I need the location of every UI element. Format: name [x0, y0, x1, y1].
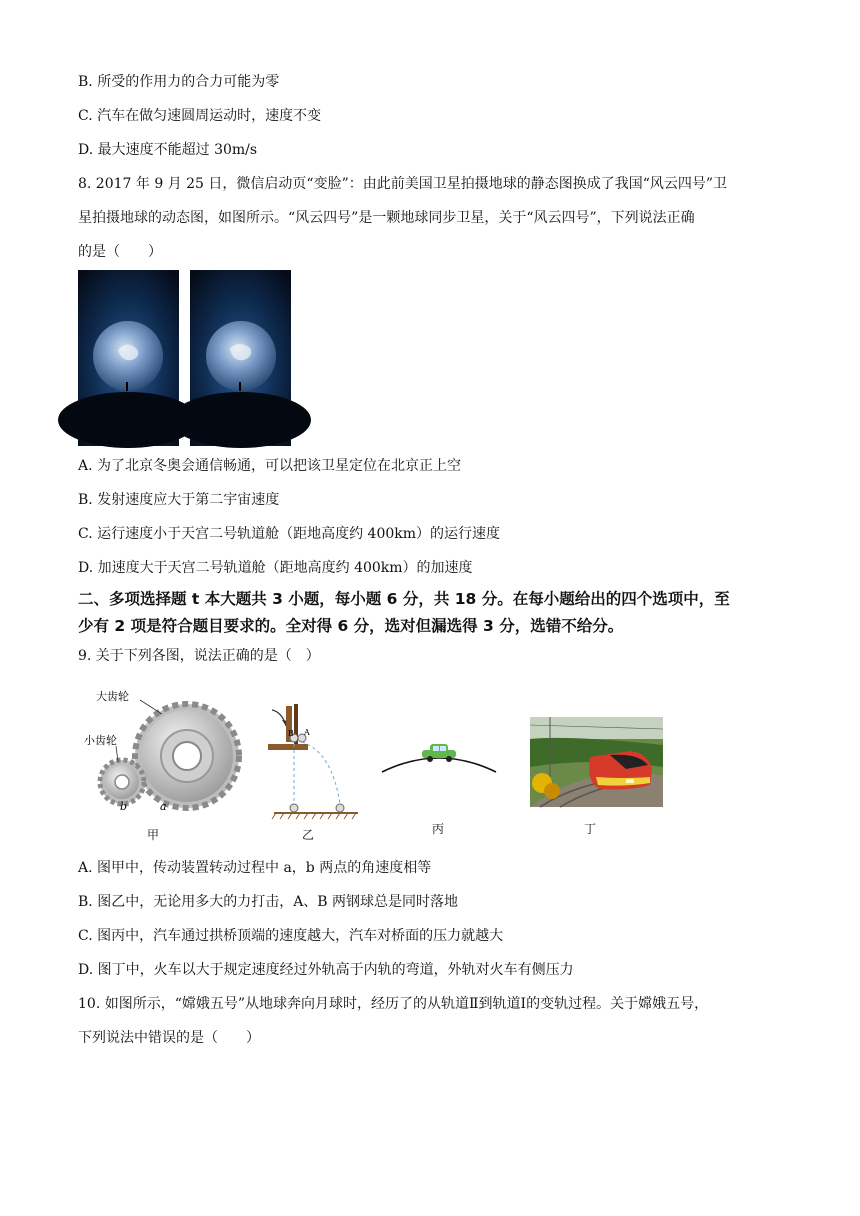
- arch-bridge: [382, 758, 496, 772]
- q7-option-c: C. 汽车在做匀速圆周运动时，速度不变: [78, 108, 322, 124]
- label-ball-b: B: [288, 729, 294, 738]
- big-gear-icon: [135, 704, 239, 808]
- caption-yi: 乙: [302, 828, 315, 842]
- figure-jia-gears: [84, 686, 252, 816]
- train-icon: [589, 751, 652, 790]
- q7-option-d: D. 最大速度不能超过 30m/s: [78, 142, 258, 158]
- caption-ding: 丁: [584, 822, 597, 836]
- q8-earth-figure: [78, 270, 291, 446]
- earth-images: [78, 270, 291, 446]
- section-2-heading-line-2: 少有 2 项是符合题目要求的。全对得 6 分，选对但漏选得 3 分，选错不给分。: [78, 617, 624, 635]
- figure-yi-balls: [264, 700, 364, 825]
- q7-option-b: B. 所受的作用力的合力可能为零: [78, 74, 280, 90]
- q9-option-a: A. 图甲中，传动装置转动过程中 a，b 两点的角速度相等: [78, 860, 432, 876]
- label-big-gear: 大齿轮: [96, 690, 129, 703]
- q10-stem-line-2: 下列说法中错误的是（ ）: [78, 1030, 260, 1046]
- car-icon: [422, 744, 456, 762]
- figure-bing-car-bridge: [380, 736, 498, 786]
- q8-option-d: D. 加速度大于天宫二号轨道舱（距地高度约 400km）的加速度: [78, 560, 473, 576]
- q8-option-a: A. 为了北京冬奥会通信畅通，可以把该卫星定位在北京正上空: [78, 458, 462, 474]
- q10-stem-line-1: 10. 如图所示，“嫦娥五号”从地球奔向月球时，经历了的从轨道Ⅱ到轨道Ⅰ的变轨过程。关于嫦娥五号，: [78, 996, 709, 1012]
- caption-jia: 甲: [147, 828, 160, 842]
- q8-stem-line-1: 8. 2017 年 9 月 25 日，微信启动页“变脸”：由此前美国卫星拍摄地球的静态图换成了我国“风云四号”卫: [78, 176, 728, 192]
- q9-option-b: B. 图乙中，无论用多大的力打击，A、B 两钢球总是同时落地: [78, 894, 459, 910]
- label-point-b: b: [120, 800, 128, 813]
- q9-option-c: C. 图丙中，汽车通过拱桥顶端的速度越大，汽车对桥面的压力就越大: [78, 928, 504, 944]
- label-ball-a: A: [304, 728, 310, 737]
- label-point-a: a: [160, 800, 167, 813]
- q9-stem: 9. 关于下列各图，说法正确的是（ ）: [78, 648, 320, 664]
- q8-option-c: C. 运行速度小于天宫二号轨道舱（距地高度约 400km）的运行速度: [78, 526, 501, 542]
- small-gear-icon: [100, 760, 144, 804]
- figure-ding-train: [530, 717, 663, 807]
- q8-stem-line-2: 星拍摄地球的动态图，如图所示。“风云四号”是一颗地球同步卫星，关于“风云四号”，下列说法正确: [78, 210, 695, 226]
- q8-stem-line-3: 的是（ ）: [78, 244, 162, 260]
- caption-bing: 丙: [432, 822, 445, 836]
- label-small-gear: 小齿轮: [84, 734, 117, 747]
- section-2-heading-line-1: 二、多项选择题 t 本大题共 3 小题，每小题 6 分，共 18 分。在每小题给出的四个选项中，至: [78, 590, 730, 608]
- q8-option-b: B. 发射速度应大于第二宇宙速度: [78, 492, 280, 508]
- q9-option-d: D. 图丁中，火车以大于规定速度经过外轨高于内轨的弯道，外轨对火车有侧压力: [78, 962, 574, 978]
